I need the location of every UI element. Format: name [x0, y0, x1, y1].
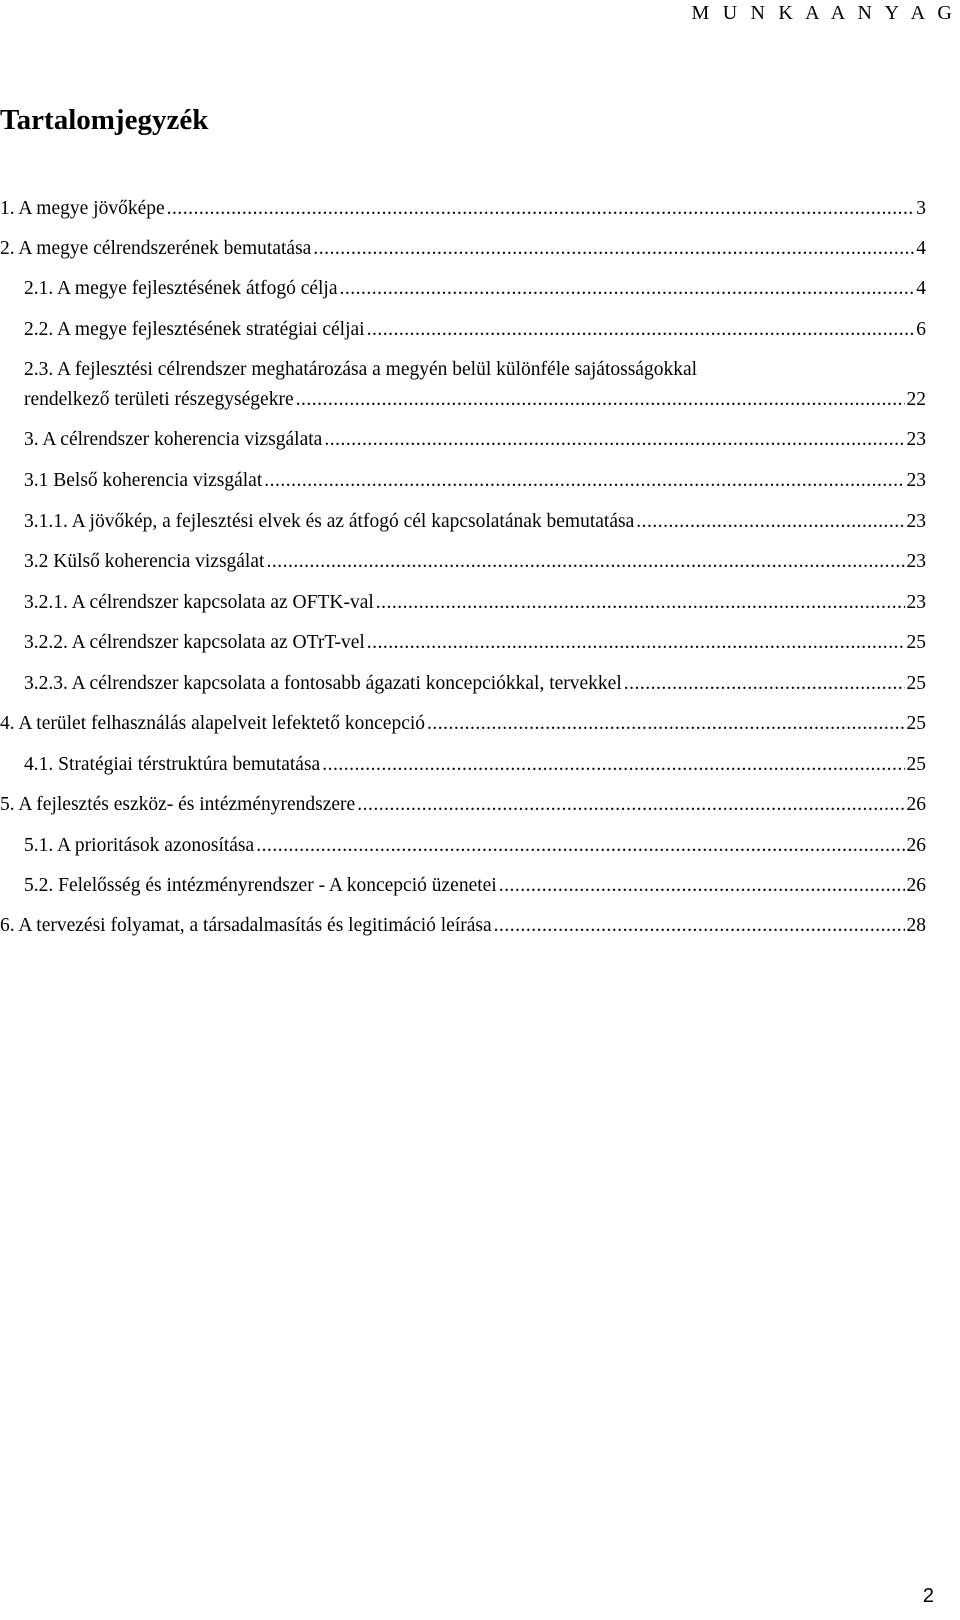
toc-entry[interactable] — [24, 753, 926, 777]
toc-entry[interactable] — [24, 318, 926, 342]
toc-entry-page: 6 — [916, 319, 926, 340]
toc-leader — [427, 712, 904, 736]
toc-entry[interactable] — [24, 277, 926, 301]
toc-leader — [167, 197, 915, 221]
toc-entry[interactable] — [0, 712, 926, 736]
toc-entry-page: 23 — [906, 470, 926, 491]
toc-entry-page: 4 — [916, 278, 926, 299]
toc-leader — [367, 631, 905, 655]
toc-entry-label: 2.1. A megye fejlesztésének átfogó célja — [24, 278, 338, 299]
toc-entry-label: 3.2.3. A célrendszer kapcsolata a fontosabb ágazati koncepciókkal, tervekkel — [24, 673, 622, 694]
toc-entry[interactable] — [0, 914, 926, 938]
toc-leader — [376, 591, 905, 615]
toc-entry-page: 26 — [906, 875, 926, 896]
toc-entry-page: 25 — [906, 632, 926, 653]
toc-entry-label: 6. A tervezési folyamat, a társadalmasítás és legitimáció leírása — [0, 915, 492, 936]
toc-leader — [499, 874, 905, 898]
toc-entry-label: 5.1. A prioritások azonosítása — [24, 835, 255, 856]
toc-entry[interactable] — [0, 237, 926, 261]
toc-leader — [357, 793, 904, 817]
toc-leader — [636, 510, 904, 534]
toc-entry[interactable] — [24, 469, 926, 493]
toc-entry-page: 26 — [906, 794, 926, 815]
toc-entry-label: 3. A célrendszer koherencia vizsgálata — [24, 429, 323, 450]
toc-entry[interactable] — [24, 510, 926, 534]
toc-entry-page: 23 — [906, 551, 926, 572]
toc-entry-label: 3.2.1. A célrendszer kapcsolata az OFTK-val — [24, 592, 374, 613]
toc-entry[interactable] — [24, 834, 926, 858]
toc-entry-label: 1. A megye jövőképe — [0, 198, 165, 219]
toc-leader — [322, 753, 904, 777]
toc-entry-label: 4.1. Stratégiai térstruktúra bemutatása — [24, 754, 321, 775]
toc-entry-label: 3.2.2. A célrendszer kapcsolata az OTrT-vel — [24, 632, 365, 653]
toc-leader — [340, 277, 915, 301]
header-label: M U N K A A N Y A G — [691, 2, 956, 24]
toc-entry-page: 23 — [906, 429, 926, 450]
toc-entry-page: 23 — [906, 511, 926, 532]
page-title: Tartalomjegyzék — [0, 104, 209, 136]
toc-leader — [313, 237, 914, 261]
toc-entry-label: 3.2 Külső koherencia vizsgálat — [24, 551, 265, 572]
toc-leader — [494, 914, 905, 938]
toc-entry-page: 28 — [906, 915, 926, 936]
toc-entry[interactable] — [24, 388, 926, 412]
toc-entry[interactable] — [0, 793, 926, 817]
toc-entry-page: 25 — [906, 713, 926, 734]
toc-entry-page: 25 — [906, 673, 926, 694]
toc-leader — [266, 550, 904, 574]
toc-entry-page: 23 — [906, 592, 926, 613]
toc-entry-label: 3.1 Belső koherencia vizsgálat — [24, 470, 263, 491]
toc-leader — [256, 834, 904, 858]
toc-entry[interactable] — [24, 550, 926, 574]
toc-entry[interactable] — [0, 197, 926, 221]
toc-entry-page: 25 — [906, 754, 926, 775]
toc-entry[interactable] — [24, 591, 926, 615]
toc-leader — [296, 388, 905, 412]
toc-entry-label: rendelkező területi részegységekre — [24, 389, 294, 410]
toc-entry-label-line1[interactable]: 2.3. A fejlesztési célrendszer meghatározása a megyén belül különféle sajátosságokkal — [24, 359, 698, 380]
toc-entry-label: 2. A megye célrendszerének bemutatása — [0, 238, 312, 259]
toc-entry-page: 26 — [906, 835, 926, 856]
toc-leader — [324, 428, 904, 452]
toc-entry-page: 3 — [916, 198, 926, 219]
toc-leader — [624, 672, 905, 696]
toc-entry[interactable] — [24, 631, 926, 655]
toc-entry[interactable] — [24, 874, 926, 898]
toc-entry-page: 4 — [916, 238, 926, 259]
page-number: 2 — [922, 1585, 934, 1607]
toc-entry-label: 4. A terület felhasználás alapelveit lefektető koncepció — [0, 713, 426, 734]
toc-leader — [264, 469, 904, 493]
toc-entry-label: 2.2. A megye fejlesztésének stratégiai céljai — [24, 319, 365, 340]
toc-leader — [367, 318, 915, 342]
toc-entry-label: 3.1.1. A jövőkép, a fejlesztési elvek és az átfogó cél kapcsolatának bemutatása — [24, 511, 635, 532]
toc-entry-label: 5.2. Felelősség és intézményrendszer - A koncepció üzenetei — [24, 875, 497, 896]
toc-entry-label: 5. A fejlesztés eszköz- és intézményrendszere — [0, 794, 356, 815]
toc-entry[interactable] — [24, 672, 926, 696]
toc-entry-page: 22 — [906, 389, 926, 410]
toc-entry[interactable] — [24, 428, 926, 452]
